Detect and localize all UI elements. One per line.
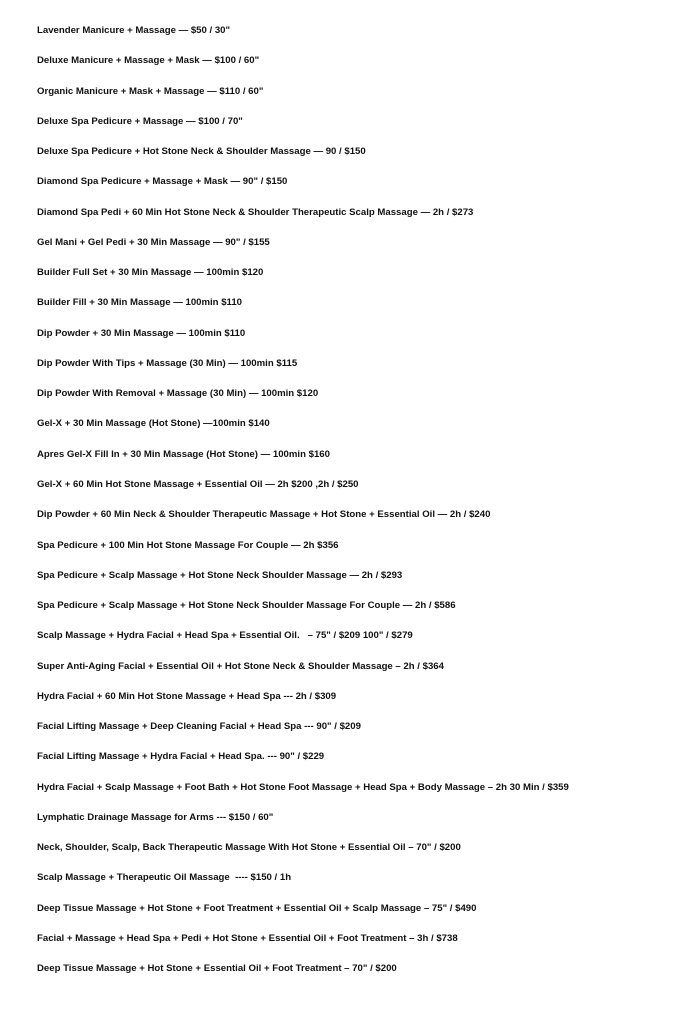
menu-item: Diamond Spa Pedi + 60 Min Hot Stone Neck & Shoulder Therapeutic Scalp Massage — 2h / $273 (37, 206, 474, 218)
menu-item: Builder Fill + 30 Min Massage — 100min $110 (37, 297, 243, 309)
menu-item: Apres Gel-X Fill In + 30 Min Massage (Hot Stone) — 100min $160 (37, 448, 330, 460)
menu-item: Gel Mani + Gel Pedi + 30 Min Massage — 90" / $155 (37, 236, 270, 248)
menu-item: Facial + Massage + Head Spa + Pedi + Hot Stone + Essential Oil + Foot Treatment – 3h / $738 (37, 932, 458, 944)
menu-item: Hydra Facial + Scalp Massage + Foot Bath + Hot Stone Foot Massage + Head Spa + Body Massage – 2h 30 Min / $359 (37, 781, 569, 793)
menu-item: Lavender Manicure + Massage — $50 / 30" (37, 25, 231, 36)
menu-item: Spa Pedicure + Scalp Massage + Hot Stone Neck Shoulder Massage For Couple — 2h / $586 (37, 600, 456, 612)
menu-item: Dip Powder With Tips + Massage (30 Min) — 100min $115 (37, 357, 298, 369)
menu-item: Facial Lifting Massage + Deep Cleaning Facial + Head Spa --- 90" / $209 (37, 721, 361, 733)
menu-item: Builder Full Set + 30 Min Massage — 100min $120 (37, 267, 264, 279)
menu-item: Deep Tissue Massage + Hot Stone + Foot Treatment + Essential Oil + Scalp Massage – 75" / $490 (37, 902, 477, 914)
menu-item: Scalp Massage + Hydra Facial + Head Spa + Essential Oil. – 75" / $209 100" / $279 (37, 630, 413, 642)
menu-item: Dip Powder + 30 Min Massage — 100min $110 (37, 327, 246, 339)
menu-item: Scalp Massage + Therapeutic Oil Massage ---- $150 / 1h (37, 872, 292, 884)
menu-item: Dip Powder With Removal + Massage (30 Min) — 100min $120 (37, 388, 319, 400)
menu-item: Organic Manicure + Mask + Massage — $110 / 60" (37, 85, 264, 97)
menu-item: Spa Pedicure + 100 Min Hot Stone Massage For Couple — 2h $356 (37, 539, 339, 551)
menu-item: Spa Pedicure + Scalp Massage + Hot Stone Neck Shoulder Massage — 2h / $293 (37, 569, 403, 581)
menu-item: Deluxe Spa Pedicure + Massage — $100 / 70" (37, 115, 243, 127)
menu-item: Facial Lifting Massage + Hydra Facial + Head Spa. --- 90" / $229 (37, 751, 325, 763)
menu-item: Super Anti-Aging Facial + Essential Oil + Hot Stone Neck & Shoulder Massage – 2h / $364 (37, 660, 444, 672)
menu-item: Deluxe Spa Pedicure + Hot Stone Neck & Shoulder Massage — 90 / $150 (37, 146, 366, 158)
menu-item: Gel-X + 30 Min Massage (Hot Stone) —100min $140 (37, 418, 270, 430)
menu-item: Lymphatic Drainage Massage for Arms --- $150 / 60" (37, 811, 274, 823)
menu-item: Neck, Shoulder, Scalp, Back Therapeutic Massage With Hot Stone + Essential Oil – 70" / $200 (37, 842, 461, 854)
menu-item: Gel-X + 60 Min Hot Stone Massage + Essential Oil — 2h $200 ,2h / $250 (37, 478, 359, 490)
menu-item: Deluxe Manicure + Massage + Mask — $100 / 60" (37, 55, 260, 67)
menu-item: Deep Tissue Massage + Hot Stone + Essential Oil + Foot Treatment – 70" / $200 (37, 963, 397, 975)
menu-item: Hydra Facial + 60 Min Hot Stone Massage + Head Spa --- 2h / $309 (37, 690, 337, 702)
menu-item: Dip Powder + 60 Min Neck & Shoulder Therapeutic Massage + Hot Stone + Essential Oil — 2h / $240 (37, 509, 491, 521)
menu-item: Diamond Spa Pedicure + Massage + Mask — 90" / $150 (37, 176, 288, 188)
service-menu-list (37, 22, 569, 991)
